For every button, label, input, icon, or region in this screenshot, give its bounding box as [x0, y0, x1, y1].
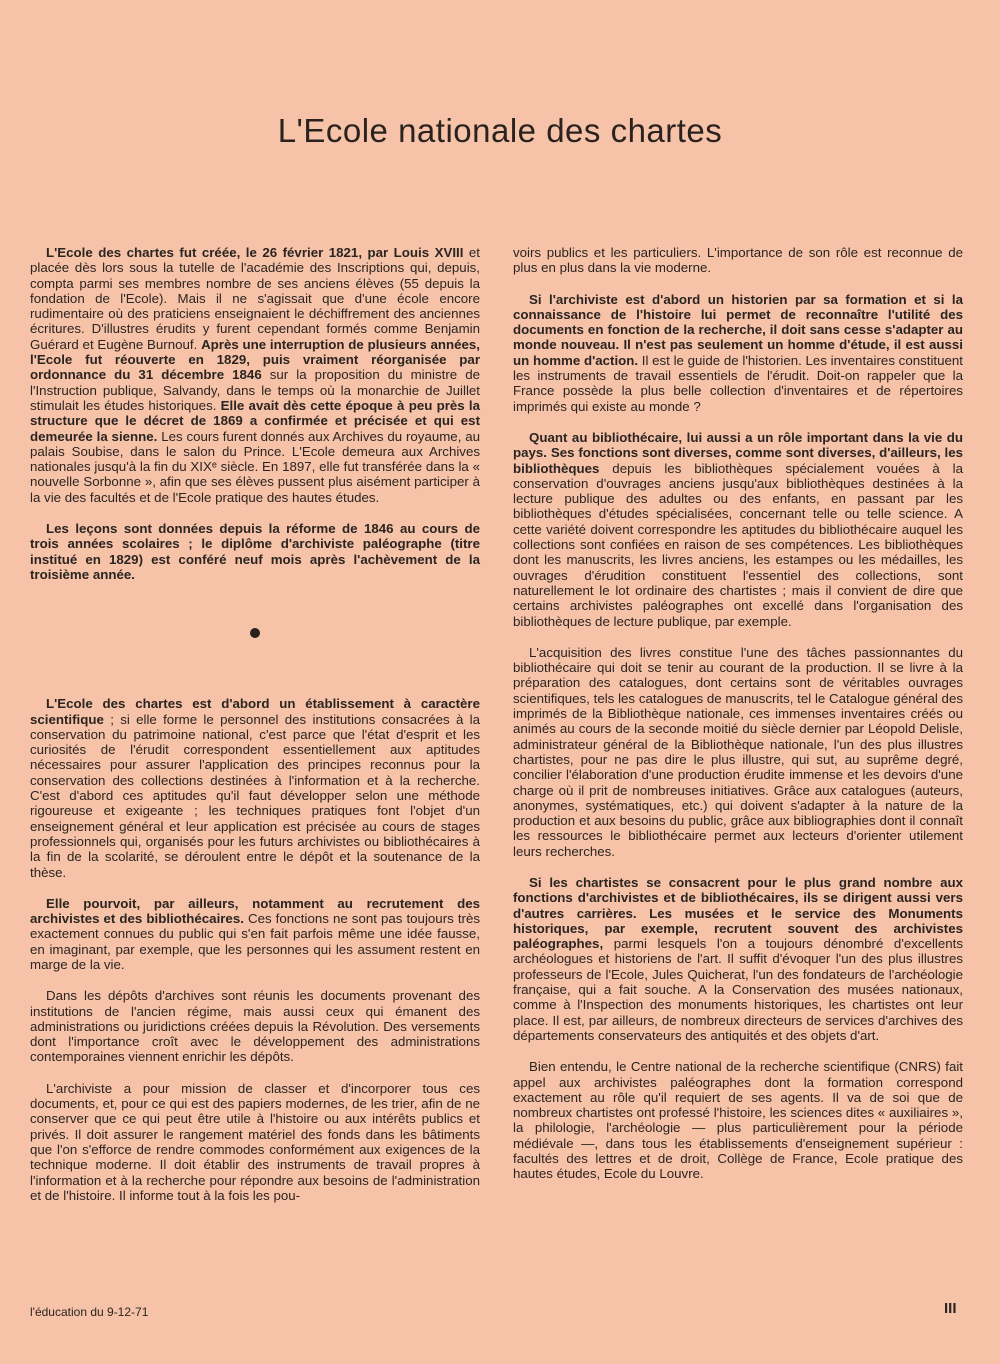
body-text: parmi lesquels l'on a toujours dénombré d'excellents archéologues et historiens de l'art. Il suffit d'évoquer l'un des plus illustres professeurs de l'Ecole, Jules Quicherat, l'un des fondateurs de l'archéologie française, qui a fait souche. A la Conservation des musées nationaux, comme à l'Inspection des monuments historiques, les chartistes ont leur place. Il est, par ailleurs, de nombreux directeurs de services d'archives des départements conservateurs des antiquités et des objets d'art. [513, 936, 963, 1043]
paragraph [513, 245, 963, 276]
body-text: depuis les bibliothèques spécialement vouées à la conservation d'ouvrages anciens jusqu'aux bibliothèques destinées à la lecture publique des adultes ou des enfants, en passant par les bibliothèques d'études spécialisées, concernant telle ou telle science. A cette variété doivent correspondre les aptitudes du bibliothécaire auquel les collections sont confiées en raison de ses compétences. Les bibliothèques dont les manuscrits, les livres anciens, les estampes ou les médailles, les ouvrages d'érudition constituent l'essentiel des collections, sont naturellement le lot ordinaire des chartistes ; mais il convient de dire que certains archivistes paléographes ont excellé dans l'organisation des bibliothèques de lecture publique, par exemple. [513, 460, 963, 629]
page-title: L'Ecole nationale des chartes [277, 112, 723, 149]
bold-text: Si les chartistes se consacrent pour le plus grand nombre aux fonctions d'archivistes et de bibliothécaires, ils se dirigent aussi vers d'autres carrières. Les musées et le service des Monuments historiques, par exemple, recrutent souvent des archivistes paléographes, [513, 874, 963, 952]
paragraph [513, 430, 963, 629]
bold-text: Elle pourvoit, par ailleurs, notamment au recrutement des archivistes et des bibliothécaires. [30, 895, 480, 927]
footer-source: l'éducation du 9-12-71 [30, 1305, 149, 1319]
body-text: voirs publics et les particuliers. L'importance de son rôle est reconnue de plus en plus dans la vie moderne. [513, 245, 963, 276]
bold-text: Elle avait dès cette époque à peu près la structure que le décret de 1869 a confirmée et précisée et qui est demeurée la sienne. [30, 397, 480, 444]
body-text: ; si elle forme le personnel des institutions consacrées à la conservation du patrimoine national, c'est parce que l'état d'esprit et les curiosités de l'érudit correspondent essentiellement aux aptitudes nécessaires pour assurer l'application des principes reconnus pour la conservation des collections destinées à l'information et à la recherche. C'est d'abord ces aptitudes qu'il faut développer selon une méthode rigoureuse et exigeante ; les techniques pratiques font l'objet d'un enseignement général et leur application est précisée au cours de stages professionnels qui, organisés pour les futurs archivistes ou bibliothécaires à la fin de la scolarité, se déroulent entre le dépôt et la soutenance de la thèse. [30, 711, 480, 880]
body-text: L'acquisition des livres constitue l'une des tâches passionnantes du bibliothécaire qui doit se tenir au courant de la production. Il se livre à la préparation des catalogues, dont certains sont de véritables ouvrages scientifiques, tels les catalogues de manuscrits, tel le Catalogue général des imprimés de la Bibliothèque nationale, ces immenses inventaires créés ou animés au cours de la seconde moitié du siècle dernier par Léopold Delisle, administrateur général de la Bibliothèque nationale, l'un des plus illustres chartistes, pour ne pas dire le plus illustre, qui sut, au suprême degré, concilier l'élaboration d'une production érudite immense et les devoirs d'une charge où il prit de nombreuses initiatives. Grâce aux catalogues (auteurs, anonymes, systématiques, etc.) qui doivent s'adapter à la nature de la production et aux besoins du public, grâce aux bibliographies dont il connaît les ressources le bibliothécaire permet aux lecteurs d'orienter utilement leurs recherches. [513, 644, 963, 859]
body-text: et placée dès lors sous la tutelle de l'académie des Inscriptions qui, depuis, compta parmi ses membres nombre de ses anciens élèves (55 depuis la fondation de l'Ecole). Mais il ne s'agissait que d'une école encore rudimentaire où des praticiens enseignaient le déchiffrement des anciennes écritures. D'illustres érudits y furent cependant formés comme Benjamin Guérard et Eugène Burnouf. [30, 245, 480, 352]
bold-text: Après une interruption de plusieurs années, l'Ecole fut réouverte en 1829, puis vraiment réorganisée par ordonnance du 31 décembre 1846 [30, 336, 480, 383]
paragraph [30, 696, 480, 880]
bullet-separator [250, 628, 260, 638]
right-column [513, 245, 963, 1198]
bold-text: Quant au bibliothécaire, lui aussi a un rôle important dans la vie du pays. Ses fonctions sont diverses, comme sont diverses, d'ailleurs, les bibliothèques [513, 429, 963, 476]
body-text: L'archiviste a pour mission de classer et d'incorporer tous ces documents, et, pour ce qui est des papiers modernes, de les trier, afin de ne conserver que ce qui peut être utile à l'histoire ou aux intérêts publics et privés. Il doit assurer le rangement matériel des fonds dans les bâtiments que l'on s'efforce de rendre commodes conformément aux exigences de la technique moderne. Il doit établir des instruments de travail propres à l'information et à la recherche pour répondre aux besoins de l'administration et de l'histoire. Il informe tout à la fois les pou- [30, 1080, 480, 1203]
bold-text: L'Ecole des chartes fut créée, le 26 février 1821, par Louis XVIII [46, 245, 464, 260]
body-text: Ces fonctions ne sont pas toujours très exactement connues du public qui s'en fait parfois même une idée fausse, en imaginant, par exemple, que les personnes qui les assument restent en marge de la vie. [30, 911, 480, 972]
body-text: Les cours furent donnés aux Archives du royaume, au palais Soubise, dans le salon du Prince. L'Ecole demeura aux Archives nationales jusqu'à la fin du XIXᵉ siècle. En 1897, elle fut transférée dans la « nouvelle Sorbonne », afin que ses élèves pussent plus aisément participer à la vie des facultés et de l'Ecole pratique des hautes études. [30, 428, 481, 505]
paragraph [513, 292, 963, 414]
paragraph [30, 988, 480, 1064]
paragraph [30, 245, 480, 505]
paragraph [513, 645, 963, 859]
bold-text: L'Ecole des chartes est d'abord un établissement à caractère scientifique [30, 696, 480, 727]
paragraph [30, 521, 480, 582]
body-text: Bien entendu, le Centre national de la recherche scientifique (CNRS) fait appel aux archivistes paléographes dont la formation correspond exactement au rôle qu'il requiert de ses agents. Il va de soi que de nombreux chartistes ont professé l'histoire, les sciences dites « auxiliaires », la philologie, l'archéologie — plus particulièrement pour la période médiévale —, dans tous les établissements d'enseignement supérieur : facultés des lettres et de droit, Collège de France, Ecole pratique des hautes études, Ecole du Louvre. [513, 1059, 963, 1182]
body-text: Il est le guide de l'historien. Les inventaires constituent les instruments de travail essentiels de l'érudit. Doit-on rappeler que la France possède la plus belle collection d'inventaires et de répertoires imprimés qui existe au monde ? [513, 352, 963, 414]
paragraph [513, 1059, 963, 1181]
bold-text: Si l'archiviste est d'abord un historien par sa formation et si la connaissance de l'histoire lui permet de reconnaître l'utilité des documents en fonction de la recherche, il doit sans cesse s'adapter au monde nouveau. Il n'est pas seulement un homme d'étude, il est aussi un homme d'action. [513, 291, 963, 368]
paragraph [513, 875, 963, 1043]
paragraph [30, 896, 480, 972]
bold-text: Les leçons sont données depuis la réforme de 1846 au cours de trois années scolaires ; le diplôme d'archiviste paléographe (titre institué en 1829) est conféré neuf mois après l'achèvement de la troisième année. [30, 521, 480, 582]
body-text: sur la proposition du ministre de l'Instruction publique, Salvandy, dans le temps où la monarchie de Juillet stimulait les études historiques. [30, 367, 480, 413]
body-text: Dans les dépôts d'archives sont réunis les documents provenant des institutions de l'ancien régime, mais aussi ceux qui émanent des administrations ou juridictions créées depuis la Révolution. Des versements dont l'importance croît avec le développement des administrations contemporaines viennent enrichir les dépôts. [30, 988, 480, 1065]
page-number: III [944, 1300, 957, 1317]
left-column [30, 245, 480, 1219]
paragraph [30, 1081, 480, 1203]
